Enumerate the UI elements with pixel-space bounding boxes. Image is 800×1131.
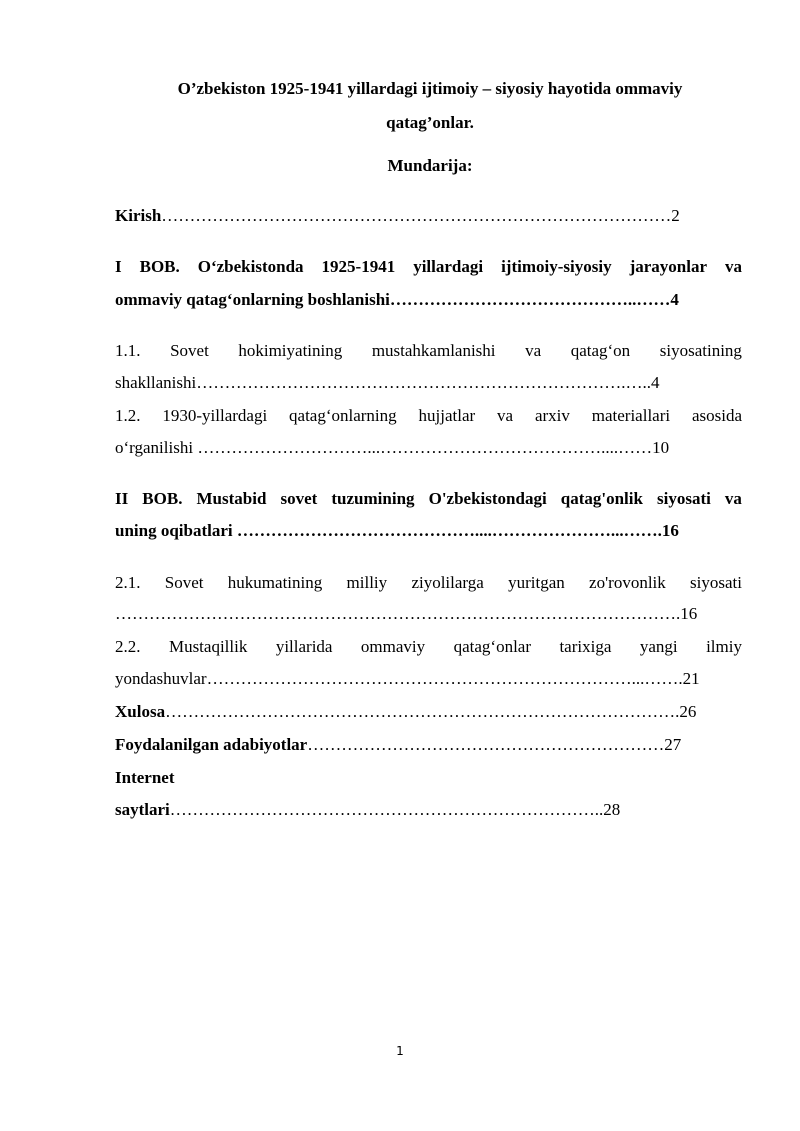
toc-heading: Mundarija: — [387, 156, 473, 175]
word: milliy — [346, 573, 388, 592]
toc-entry-1-2-line-2[interactable] — [115, 433, 742, 462]
word: qatag‘onlar — [453, 637, 531, 656]
word: qatag‘onlarning — [289, 406, 397, 425]
toc-entry-chapter-1-line-1[interactable] — [115, 252, 742, 281]
word: jarayonlar — [629, 257, 707, 276]
word: va — [497, 406, 514, 425]
page-number: 1 — [396, 1044, 404, 1058]
toc-entry-2-2-line-2[interactable] — [115, 664, 742, 693]
word: ijtimoiy-siyosiy — [501, 257, 612, 276]
word: hukumatining — [227, 573, 323, 592]
word: va — [724, 489, 742, 508]
word: va — [724, 257, 742, 276]
document-title-line-1: O’zbekiston 1925-1941 yillardagi ijtimoiy – siyosiy hayotida ommaviy — [177, 79, 683, 98]
word: Sovet — [164, 573, 204, 592]
toc-entry-1-1-text: shakllanishi………………………………………………………………….…..4 — [115, 373, 660, 392]
word: arxiv — [534, 406, 570, 425]
word: siyosatining — [659, 341, 742, 360]
word: ilmiy — [706, 637, 742, 656]
word: Mustaqillik — [168, 637, 248, 656]
word: 1.1. — [115, 341, 141, 360]
word: O‘zbekistonda — [197, 257, 304, 276]
word: asosida — [691, 406, 742, 425]
toc-entry-xulosa-text: Xulosa……………………………………………………………………………….26 — [115, 702, 697, 721]
document-title-line-2: qatag’onlar. — [386, 113, 474, 132]
word: sovet — [280, 489, 318, 508]
word: hokimiyatining — [238, 341, 343, 360]
word: I — [115, 257, 122, 276]
toc-entry-adabiyotlar-text: Foydalanilgan adabiyotlar………………………………………………………27 — [115, 735, 682, 754]
word: Mustabid — [196, 489, 267, 508]
toc-entry-1-2-text: o‘rganilishi …………………………...…………………………………....……10 — [115, 438, 670, 457]
toc-entry-internet-line-1[interactable] — [115, 763, 742, 792]
word: mustahkamlanishi — [371, 341, 496, 360]
toc-entry-chapter-2-line-2[interactable] — [115, 516, 742, 545]
word: siyosati — [657, 489, 711, 508]
toc-entry-xulosa[interactable] — [115, 697, 742, 726]
word: II — [115, 489, 129, 508]
toc-entry-internet-line-2[interactable] — [115, 795, 742, 824]
toc-entry-2-1-line-1[interactable] — [115, 568, 742, 597]
toc-entry-2-2-text: yondashuvlar…………………………………………………………………...…….21 — [115, 669, 700, 688]
toc-entry-adabiyotlar[interactable] — [115, 730, 742, 759]
word: yillarida — [275, 637, 333, 656]
word: O'zbekistondagi — [428, 489, 547, 508]
toc-entry-2-2-line-1[interactable] — [115, 632, 742, 661]
toc-entry-chapter-1-text: ommaviy qatag‘onlarning boshlanishi……………………………………..……4 — [115, 290, 679, 309]
toc-entry-1-2-line-1[interactable] — [115, 401, 742, 430]
word: yuritgan — [508, 573, 565, 592]
toc-entry-internet-text: Internet — [115, 768, 175, 787]
toc-entry-1-1-line-2[interactable] — [115, 368, 742, 397]
toc-entry-2-1-text: ……………………………………………………………………………………….16 — [115, 604, 698, 623]
word: qatag'onlik — [560, 489, 643, 508]
word: tarixiga — [559, 637, 612, 656]
word: BOB. — [142, 489, 183, 508]
word: yangi — [639, 637, 678, 656]
word: ziyolilarga — [411, 573, 484, 592]
word: BOB. — [139, 257, 180, 276]
word: materiallari — [591, 406, 671, 425]
word: yillardagi — [413, 257, 484, 276]
toc-entry-kirish-text: Kirish………………………………………………………………………………2 — [115, 206, 680, 225]
word: zo'rovonlik — [589, 573, 666, 592]
toc-entry-saytlari-text: saytlari…………………………………………………………………..28 — [115, 800, 621, 819]
word: va — [525, 341, 542, 360]
toc-entry-1-1-line-1[interactable] — [115, 336, 742, 365]
toc-entry-2-1-line-2[interactable] — [115, 599, 742, 628]
word: 1.2. — [115, 406, 141, 425]
word: 1925-1941 — [321, 257, 396, 276]
toc-entry-chapter-2-text: uning oqibatlari ……………………………………....…………………...…….16 — [115, 521, 679, 540]
word: tuzumining — [331, 489, 415, 508]
word: qatag‘on — [570, 341, 631, 360]
word: Sovet — [170, 341, 209, 360]
toc-entry-chapter-1-line-2[interactable] — [115, 285, 742, 314]
word: siyosati — [690, 573, 742, 592]
toc-entry-chapter-2-line-1[interactable] — [115, 484, 742, 513]
word: ommaviy — [360, 637, 426, 656]
word: 1930-yillardagi — [162, 406, 268, 425]
word: hujjatlar — [418, 406, 476, 425]
word: 2.1. — [115, 573, 141, 592]
word: 2.2. — [115, 637, 141, 656]
toc-entry-kirish[interactable] — [115, 201, 742, 230]
